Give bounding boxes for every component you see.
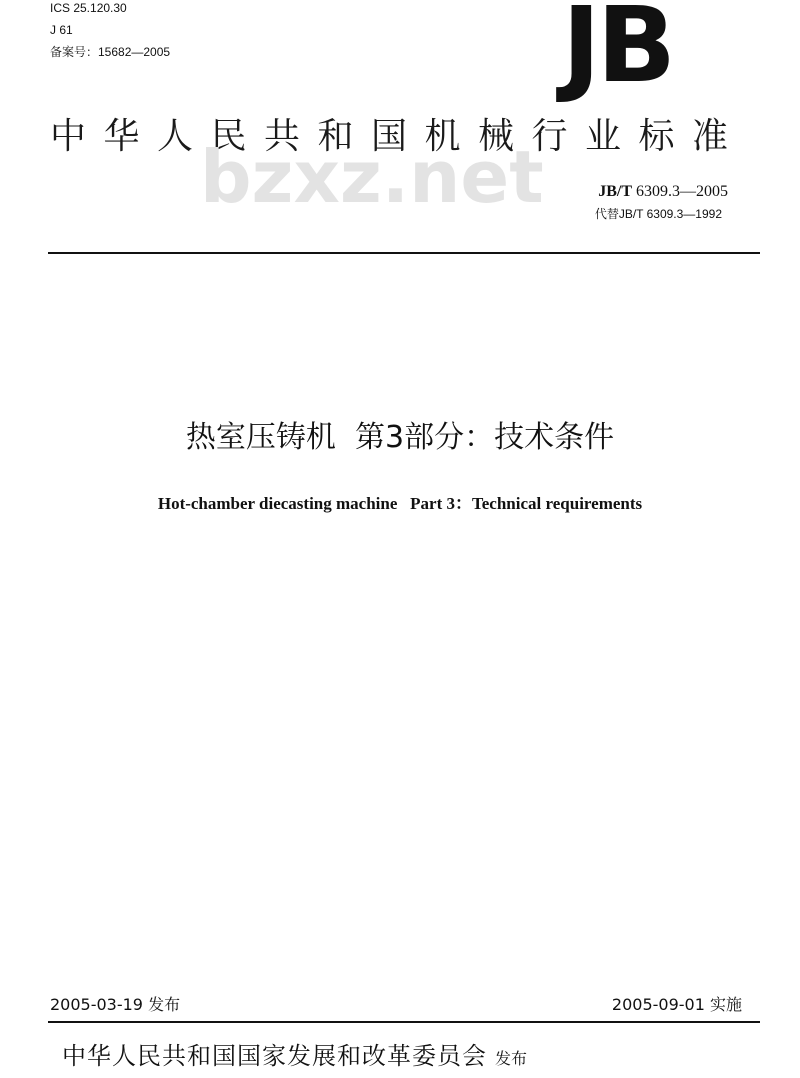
watermark: bzxz.net (200, 135, 544, 219)
publisher-action: 发布 (495, 1049, 528, 1068)
title-english: Hot-chamber diecasting machine Part 3：Technical requirements (157, 494, 643, 513)
filing-number: 备案号：15682—2005 (50, 45, 171, 59)
publisher (62, 1040, 527, 1075)
jb-logo: JB (562, 0, 672, 106)
ics-code: ICS 25.120.30 (50, 1, 127, 15)
clc-code: J 61 (50, 23, 73, 37)
title-chinese: 热室压铸机 第3部分：技术条件 (185, 420, 615, 455)
standard-code-prefix: JB/T (598, 183, 632, 200)
publisher-organization: 中华人民共和国国家发展和改革委员会 (62, 1042, 487, 1070)
standard-category: 中华人民共和国机械行业标准 (50, 116, 746, 157)
replaces-standard: 代替JB/T 6309.3—1992 (594, 207, 722, 221)
standard-code-number: 6309.3—2005 (632, 183, 728, 200)
header-divider (48, 252, 760, 254)
standard-code (598, 182, 728, 202)
footer-divider (48, 1021, 760, 1023)
issue-date: 2005-03-19 发布 (50, 995, 181, 1014)
implementation-date: 2005-09-01 实施 (611, 995, 742, 1014)
